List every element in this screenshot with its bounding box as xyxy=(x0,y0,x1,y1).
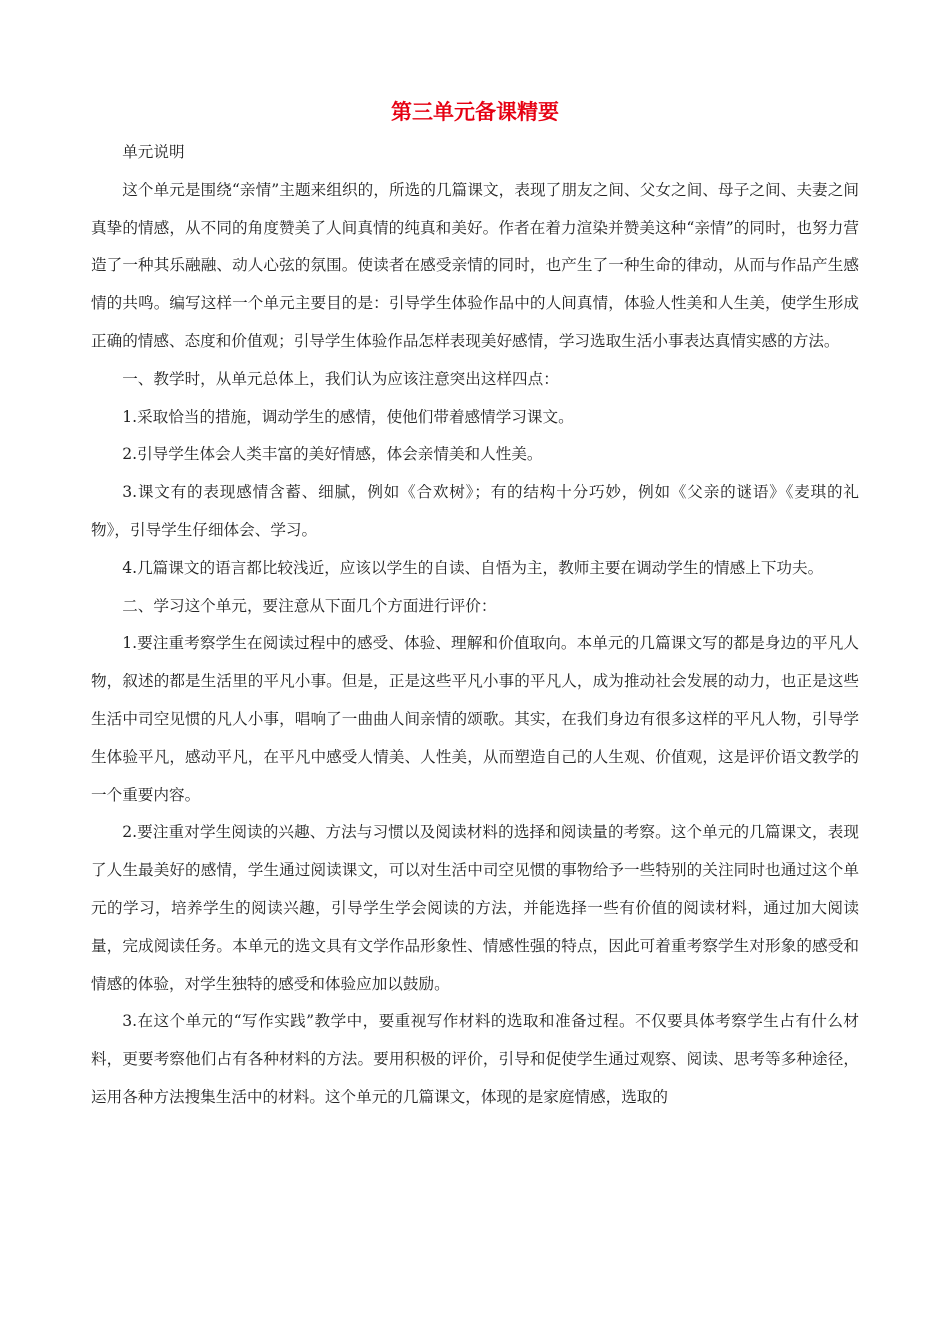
section-heading-evaluation: 二、学习这个单元，要注意从下面几个方面进行评价： xyxy=(122,596,497,615)
paragraph-unit-intro: 这个单元是围绕“亲情”主题来组织的，所选的几篇课文，表现了朋友之间、父女之间、母子之间、夫妻之间真挚的情感，从不同的角度赞美了人间真情的纯真和美好。作者在着力渲染并赞美这种“亲情”的同时，也努力营造了一种其乐融融、动人心弦的氛围。使读者在感受亲情的同时，也产生了一种生命的律动，从而与作品产生感情的共鸣。编写这样一个单元主要目的是：引导学生体验作品中的人间真情，体验人性美和人生美，使学生形成正确的情感、态度和价值观；引导学生体验作品怎样表现美好感情，学习选取生活小事表达真情实感的方法。 xyxy=(91,180,859,350)
document-page xyxy=(91,92,859,1117)
list-item-evaluation-1: 1.要注重考察学生在阅读过程中的感受、体验、理解和价值取向。本单元的几篇课文写的都是身边的平凡人物，叙述的都是生活里的平凡小事。但是，正是这些平凡小事的平凡人，成为推动社会发展的动力，也正是这些生活中司空见惯的凡人小事，唱响了一曲曲人间亲情的颂歌。其实，在我们身边有很多这样的平凡人物，引导学生体验平凡，感动平凡，在平凡中感受人情美、人性美，从而塑造自己的人生观、价值观，这是评价语文教学的一个重要内容。 xyxy=(91,634,859,804)
list-item-teaching-2: 2.引导学生体会人类丰富的美好情感，体会亲情美和人性美。 xyxy=(122,445,543,464)
list-item-teaching-1: 1.采取恰当的措施，调动学生的感情，使他们带着感情学习课文。 xyxy=(122,407,574,426)
page-title: 第三单元备课精要 xyxy=(391,100,559,124)
list-item-evaluation-2: 2.要注重对学生阅读的兴趣、方法与习惯以及阅读材料的选择和阅读量的考察。这个单元的几篇课文，表现了人生最美好的感情，学生通过阅读课文，可以对生活中司空见惯的事物给予一些特别的关注同时也通过这个单元的学习，培养学生的阅读兴趣，引导学生学会阅读的方法，并能选择一些有价值的阅读材料，通过加大阅读量，完成阅读任务。本单元的选文具有文学作品形象性、情感性强的特点，因此可着重考察学生对形象的感受和情感的体验，对学生独特的感受和体验应加以鼓励。 xyxy=(91,823,859,993)
section-heading-unit-description: 单元说明 xyxy=(122,143,185,161)
list-item-evaluation-3: 3.在这个单元的“写作实践”教学中，要重视写作材料的选取和准备过程。不仅要具体考察学生占有什么材料，更要考察他们占有各种材料的方法。要用积极的评价，引导和促使学生通过观察、阅读、思考等多种途径，运用各种方法搜集生活中的材料。这个单元的几篇课文，体现的是家庭情感，选取的 xyxy=(91,1012,859,1106)
list-item-teaching-4: 4.几篇课文的语言都比较浅近，应该以学生的自读、自悟为主，教师主要在调动学生的情感上下功夫。 xyxy=(122,558,824,577)
list-item-teaching-3: 3.课文有的表现感情含蓄、细腻，例如《合欢树》；有的结构十分巧妙，例如《父亲的谜语》《麦琪的礼物》，引导学生仔细体会、学习。 xyxy=(91,483,859,539)
section-heading-teaching-points: 一、教学时，从单元总体上，我们认为应该注意突出这样四点： xyxy=(122,369,559,388)
